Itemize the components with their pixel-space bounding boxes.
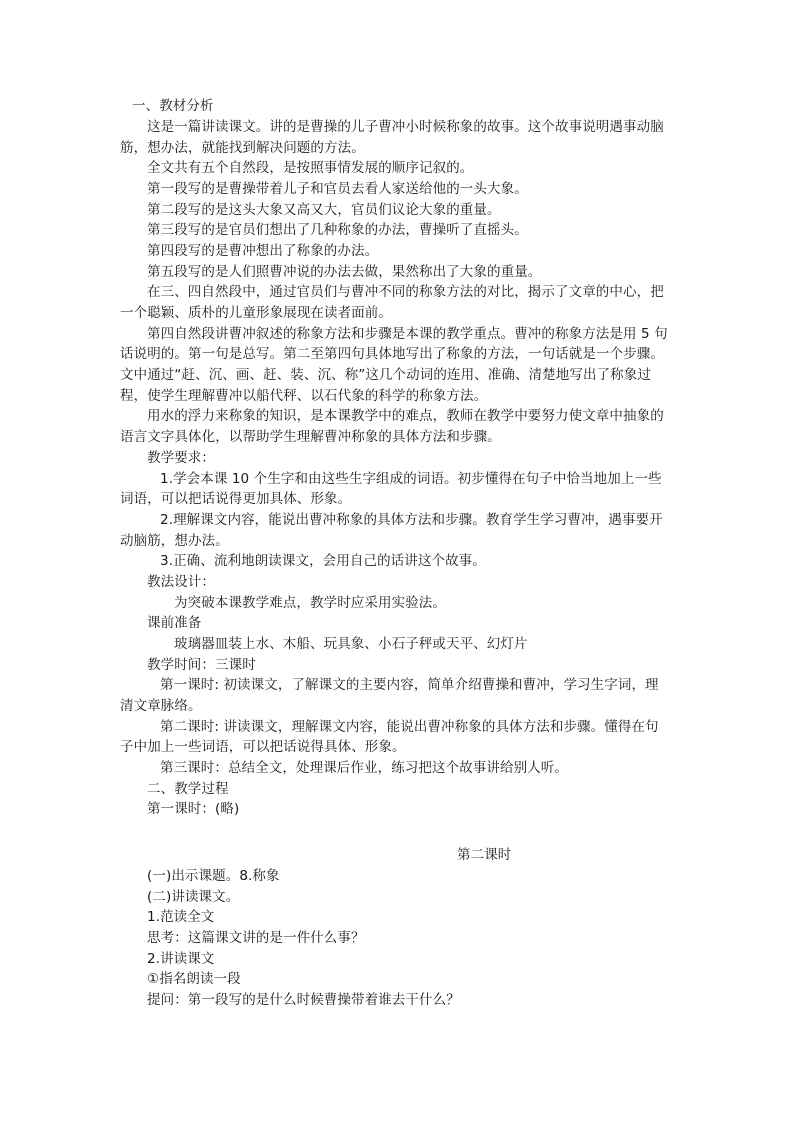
paragraph-line: 清文章脉络。 [120, 698, 202, 714]
paragraph-line: 第二段写的是这头大象又高又大，官员们议论大象的重量。 [147, 202, 501, 218]
paragraph-line: 程，使学生理解曹冲以船代秤、以石代象的科学的称象方法。 [120, 388, 488, 404]
paragraph-line: (二)讲读课文。 [147, 889, 240, 905]
requirement-item: 1.学会本课 10 个生字和由这些生字组成的词语。初步懂得在句子中恰当地加上一些 [160, 471, 662, 487]
paragraph-line: 在三、四自然段中，通过官员们与曹冲不同的称象方法的对比，揭示了文章的中心，把 [147, 284, 664, 300]
teaching-requirements-heading: 教学要求： [147, 450, 215, 466]
paragraph-line: 文中通过“赶、沉、画、赶、装、沉、称”这几个动词的连用、准确、清楚地写出了称象过 [120, 367, 651, 383]
paragraph-line: 第一段写的是曹操带着儿子和官员去看人家送给他的一头大象。 [147, 181, 528, 197]
paragraph-line: 玻璃器皿装上水、木船、玩具象、小石子秤或天平、幻灯片 [174, 636, 528, 652]
paragraph-line: 提问：第一段写的是什么时候曹操带着谁去干什么？ [147, 992, 460, 1008]
paragraph-line: 第三段写的是官员们想出了几种称象的办法，曹操听了直摇头。 [147, 222, 528, 238]
paragraph-line: 动脑筋，想办法。 [120, 533, 229, 549]
paragraph-line: 1.范读全文 [147, 909, 215, 925]
section-heading-textbook-analysis: 一、教材分析 [132, 98, 214, 114]
lesson-plan-item: 第三课时：总结全文，处理课后作业，练习把这个故事讲给别人听。 [160, 760, 568, 776]
paragraph-line: 子中加上一些词语，可以把话说得具体、形象。 [120, 739, 406, 755]
paragraph-line: 2.讲读课文 [147, 951, 215, 967]
paragraph-line: 全文共有五个自然段，是按照事情发展的顺序记叙的。 [147, 160, 474, 176]
paragraph-line: 语言文字具体化，以帮助学生理解曹冲称象的具体方法和步骤。 [120, 429, 501, 445]
paragraph-line: 词语，可以把话说得更加具体、形象。 [120, 491, 352, 507]
requirement-item: 3.正确、流利地朗读课文，会用自己的话讲这个故事。 [160, 553, 486, 569]
paragraph-line: ①指名朗读一段 [147, 971, 241, 987]
paragraph-line: 用水的浮力来称象的知识，是本课教学中的难点，教师在教学中要努力使文章中抽象的 [147, 408, 664, 424]
paragraph-line: 思考：这篇课文讲的是一件什么事？ [147, 930, 365, 946]
paragraph-line: (一)出示课题。8.称象 [147, 868, 280, 884]
paragraph-line: 筋，想办法，就能找到解决问题的方法。 [120, 140, 365, 156]
teaching-method-heading: 教法设计： [147, 574, 215, 590]
paragraph-line: 一个聪颖、质朴的儿童形象展现在读者面前。 [120, 305, 392, 321]
paragraph-line: 话说明的。第一句是总写。第二至第四句具体地写出了称象的方法，一句话就是一个步骤。 [120, 346, 664, 362]
paragraph-line: 第四段写的是曹冲想出了称象的办法。 [147, 243, 379, 259]
paragraph-line: 为突破本课教学难点，教学时应采用实验法。 [174, 595, 446, 611]
paragraph-line: 第四自然段讲曹冲叙述的称象方法和步骤是本课的教学重点。曹冲的称象方法是用 5 句 [147, 326, 668, 342]
lesson-title: 第二课时 [457, 847, 512, 863]
paragraph-line: 第一课时：(略) [147, 801, 240, 817]
teaching-time-heading: 教学时间：三课时 [147, 657, 256, 673]
paragraph-line: 这是一篇讲读课文。讲的是曹操的儿子曹冲小时候称象的故事。这个故事说明遇事动脑 [147, 119, 664, 135]
section-heading-teaching-process: 二、教学过程 [147, 781, 229, 797]
lesson-plan-item: 第二课时: 讲读课文，理解课文内容，能说出曹冲称象的具体方法和步骤。懂得在句 [160, 719, 659, 735]
lesson-plan-item: 第一课时: 初读课文，了解课文的主要内容，简单介绍曹操和曹冲，学习生字词，理 [160, 677, 659, 693]
paragraph-line: 第五段写的是人们照曹冲说的办法去做，果然称出了大象的重量。 [147, 264, 542, 280]
preparation-heading: 课前准备 [147, 615, 202, 631]
requirement-item: 2.理解课文内容，能说出曹冲称象的具体方法和步骤。教育学生学习曹冲，遇事要开 [160, 512, 663, 528]
